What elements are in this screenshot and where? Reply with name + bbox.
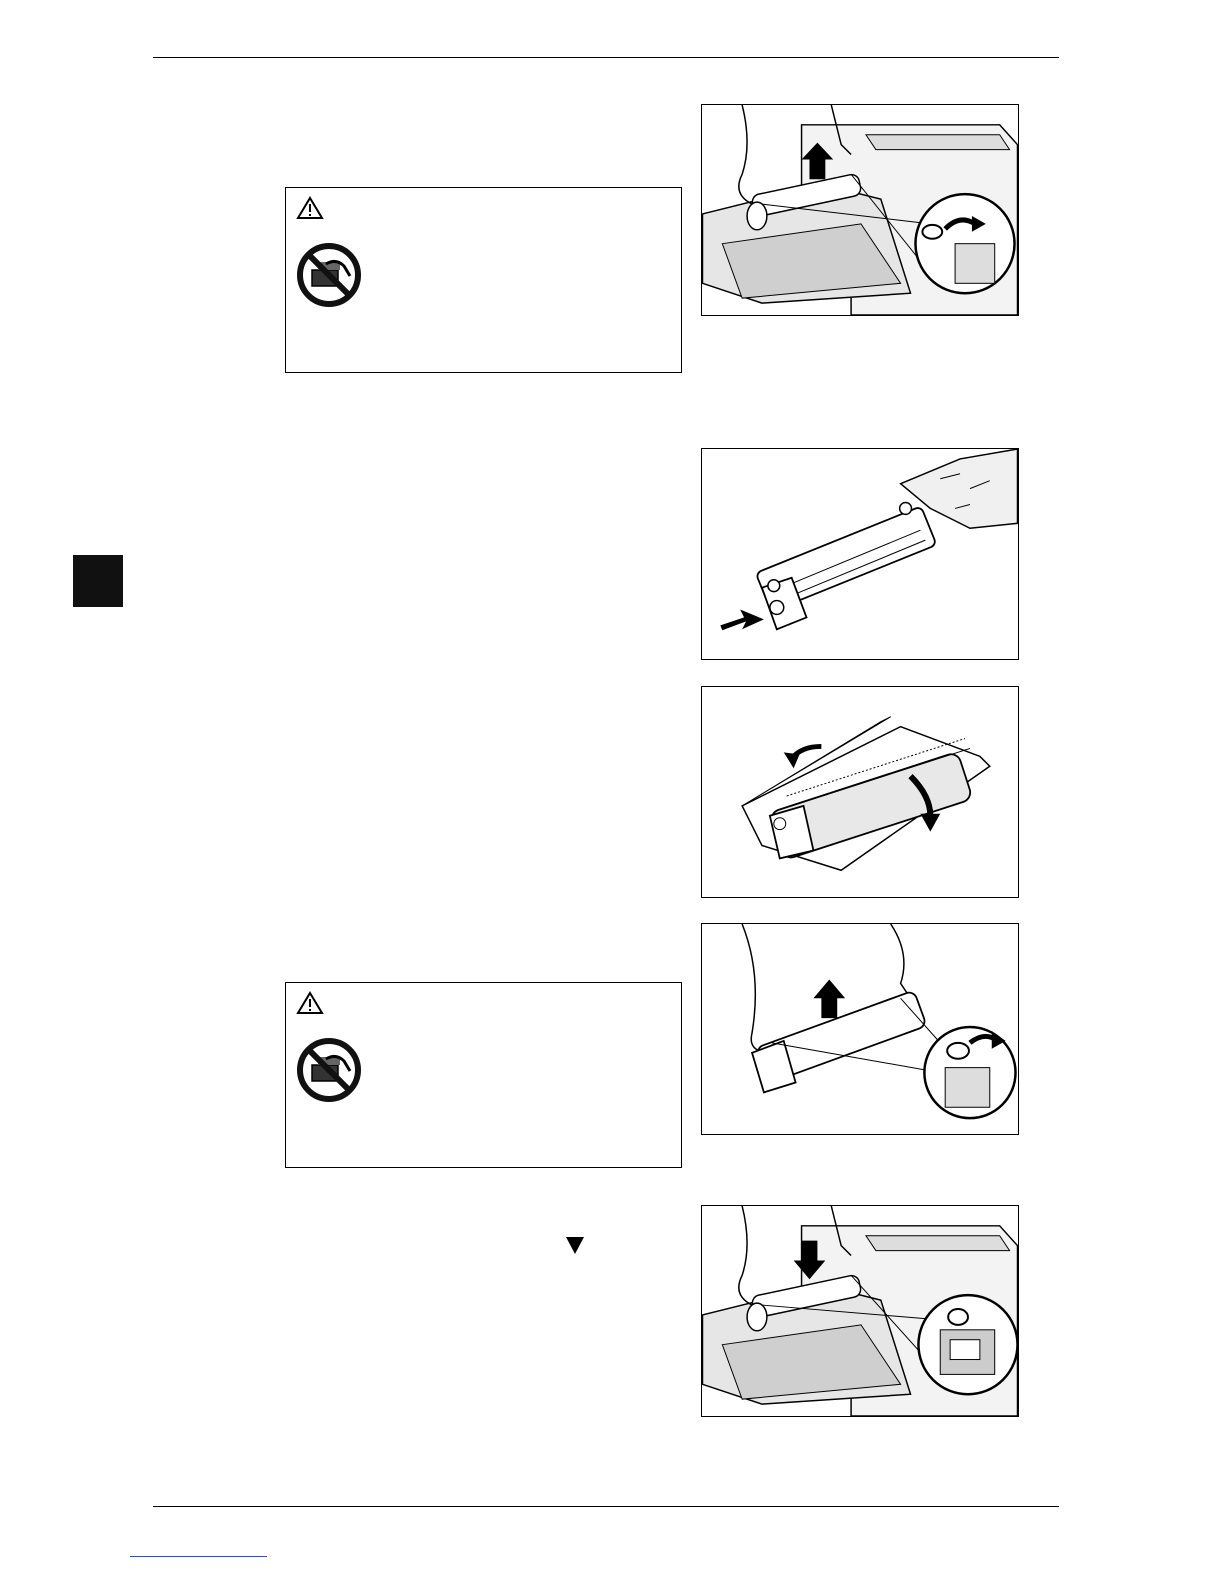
figure-protective-sheet (701, 686, 1019, 898)
chapter-tab (73, 555, 123, 607)
drum-unpack-illustration (702, 449, 1018, 659)
footer-link-underline[interactable] (130, 1556, 267, 1557)
do-not-touch-drum-icon (296, 1037, 362, 1103)
warning-triangle-icon (296, 991, 324, 1015)
warning-triangle-icon (296, 196, 324, 220)
handle-lift-illustration (702, 924, 1018, 1134)
figure-drum-removal (701, 104, 1019, 316)
drum-insertion-illustration (702, 1206, 1018, 1416)
footer-rule (153, 1506, 1059, 1507)
protective-sheet-illustration (702, 687, 1018, 897)
down-triangle-icon (566, 1237, 584, 1254)
figure-handle-lift (701, 923, 1019, 1135)
header-rule (153, 57, 1059, 58)
figure-drum-insertion (701, 1205, 1019, 1417)
caution-box (285, 187, 682, 373)
caution-box (285, 982, 682, 1168)
figure-drum-unpack (701, 448, 1019, 660)
do-not-touch-drum-icon (296, 242, 362, 308)
drum-removal-illustration (702, 105, 1018, 315)
